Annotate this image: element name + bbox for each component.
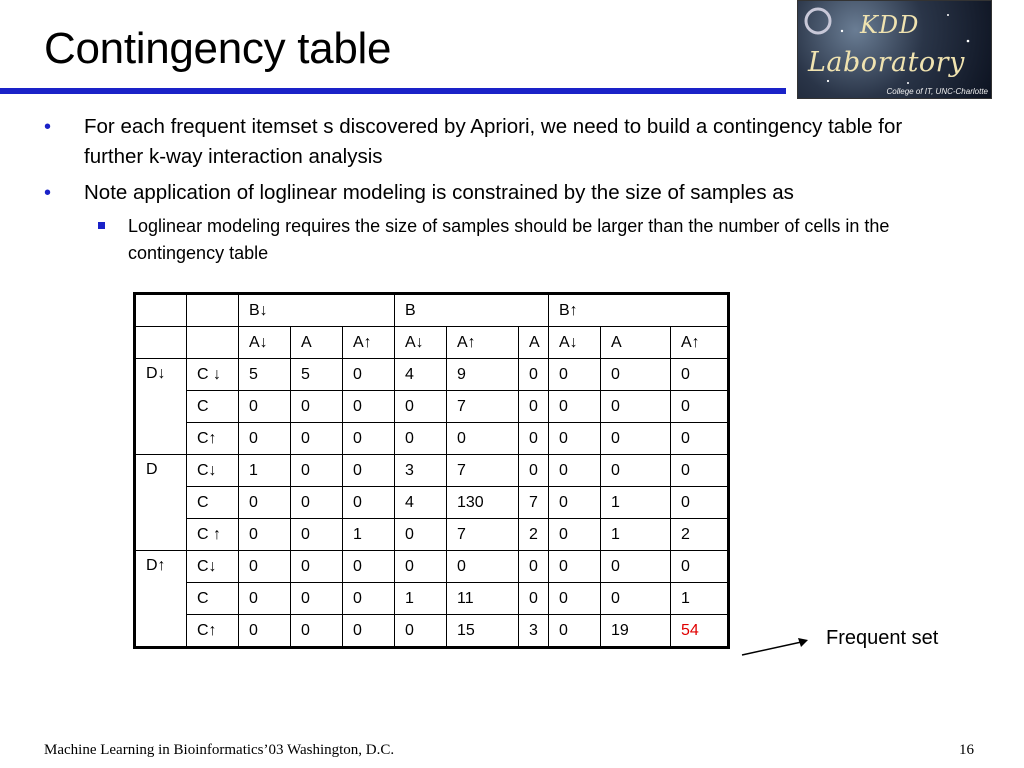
table-cell: 0 xyxy=(601,583,671,615)
table-header-row xyxy=(135,294,729,327)
table-cell: 1 xyxy=(601,519,671,551)
row-c-label: C xyxy=(187,583,239,615)
table-cell: 7 xyxy=(447,455,519,487)
table-row xyxy=(135,359,729,391)
logo-text-laboratory: Laboratory xyxy=(808,47,965,78)
sub-bullet-text: Loglinear modeling requires the size of samples should be larger than the number of cells in the contingency table xyxy=(128,216,890,263)
table-cell: 0 xyxy=(291,455,343,487)
header-a-cell: A↑ xyxy=(671,327,729,359)
table-cell: 1 xyxy=(601,487,671,519)
row-c-label: C ↑ xyxy=(187,519,239,551)
table-cell: 0 xyxy=(291,487,343,519)
table-cell: 0 xyxy=(239,551,291,583)
table-cell: 0 xyxy=(671,487,729,519)
table-cell: 5 xyxy=(291,359,343,391)
table-row xyxy=(135,391,729,423)
table-cell: 0 xyxy=(343,551,395,583)
arrow-icon xyxy=(740,630,820,660)
table-cell: 0 xyxy=(601,391,671,423)
logo-emblem-icon xyxy=(806,9,830,33)
table-cell: 0 xyxy=(549,551,601,583)
row-c-label: C↓ xyxy=(187,551,239,583)
table-cell: 4 xyxy=(395,487,447,519)
table-cell: 0 xyxy=(601,359,671,391)
bullet-item xyxy=(44,178,944,208)
table-cell: 0 xyxy=(549,487,601,519)
table-cell: 0 xyxy=(395,519,447,551)
table-cell: 0 xyxy=(239,487,291,519)
kdd-laboratory-logo xyxy=(797,0,992,99)
table-cell: 1 xyxy=(343,519,395,551)
table-cell: 0 xyxy=(291,615,343,648)
page-number: 16 xyxy=(959,742,974,758)
logo-subtitle: College of IT, UNC-Charlotte xyxy=(886,87,988,96)
square-bullet-icon xyxy=(98,222,105,229)
table-cell: 0 xyxy=(343,359,395,391)
table-cell: 0 xyxy=(239,391,291,423)
contingency-table xyxy=(133,292,730,649)
table-cell: 7 xyxy=(447,391,519,423)
table-cell: 1 xyxy=(395,583,447,615)
table-cell: 0 xyxy=(343,423,395,455)
header-a-cell: A xyxy=(519,327,549,359)
table-cell: 0 xyxy=(601,551,671,583)
header-a-cell: A xyxy=(601,327,671,359)
row-c-label: C ↓ xyxy=(187,359,239,391)
table-cell: 54 xyxy=(671,615,729,648)
bullet-text: Note application of loglinear modeling is constrained by the size of samples as xyxy=(84,181,794,204)
table-cell: 0 xyxy=(519,455,549,487)
table-cell: 0 xyxy=(601,455,671,487)
table-cell: 0 xyxy=(549,423,601,455)
table-cell: 15 xyxy=(447,615,519,648)
header-a-cell: A↑ xyxy=(447,327,519,359)
table-cell: 0 xyxy=(239,423,291,455)
table-cell: 0 xyxy=(519,391,549,423)
header-b-high: B↑ xyxy=(549,294,729,327)
row-c-label: C↑ xyxy=(187,615,239,648)
table-cell: 7 xyxy=(519,487,549,519)
table-row xyxy=(135,519,729,551)
row-group-label: D↓ xyxy=(135,359,187,455)
table-row xyxy=(135,455,729,487)
row-group-label: D xyxy=(135,455,187,551)
table-cell: 0 xyxy=(395,551,447,583)
table-cell: 3 xyxy=(395,455,447,487)
table-row xyxy=(135,615,729,648)
table-cell: 0 xyxy=(343,455,395,487)
table-corner-cell xyxy=(135,294,187,327)
table-cell: 0 xyxy=(343,615,395,648)
table-cell: 19 xyxy=(601,615,671,648)
table-cell: 0 xyxy=(239,583,291,615)
title-underline xyxy=(0,88,786,94)
table-cell: 0 xyxy=(395,423,447,455)
table-subheader-row xyxy=(135,327,729,359)
header-a-cell: A↓ xyxy=(395,327,447,359)
table-cell: 0 xyxy=(291,391,343,423)
table-cell: 0 xyxy=(395,391,447,423)
table-cell: 0 xyxy=(239,519,291,551)
table-cell: 0 xyxy=(291,423,343,455)
table-cell: 0 xyxy=(395,615,447,648)
table-cell: 0 xyxy=(549,519,601,551)
row-c-label: C↑ xyxy=(187,423,239,455)
table-cell: 0 xyxy=(239,615,291,648)
slide-title: Contingency table xyxy=(44,24,392,73)
table-cell: 0 xyxy=(343,583,395,615)
table-cell: 1 xyxy=(671,583,729,615)
table-cell: 4 xyxy=(395,359,447,391)
table-cell: 0 xyxy=(601,423,671,455)
header-b-low: B↓ xyxy=(239,294,395,327)
table-cell: 0 xyxy=(291,551,343,583)
table-cell: 0 xyxy=(671,359,729,391)
table-row xyxy=(135,583,729,615)
table-cell: 9 xyxy=(447,359,519,391)
header-a-cell: A↓ xyxy=(549,327,601,359)
table-cell: 0 xyxy=(519,551,549,583)
footer-text: Machine Learning in Bioinformatics’03 Washington, D.C. xyxy=(44,742,395,758)
logo-text-kdd: KDD xyxy=(860,11,920,39)
table-row xyxy=(135,551,729,583)
header-b: B xyxy=(395,294,549,327)
table-cell: 0 xyxy=(291,583,343,615)
header-a-cell: A xyxy=(291,327,343,359)
row-c-label: C↓ xyxy=(187,455,239,487)
table-cell: 0 xyxy=(671,455,729,487)
row-c-label: C xyxy=(187,487,239,519)
table-cell: 0 xyxy=(671,391,729,423)
table-cell: 0 xyxy=(519,583,549,615)
table-cell: 7 xyxy=(447,519,519,551)
table-cell: 0 xyxy=(671,423,729,455)
table-cell: 0 xyxy=(447,423,519,455)
frequent-set-label: Frequent set xyxy=(826,627,939,649)
table-cell: 0 xyxy=(519,423,549,455)
bullet-item xyxy=(44,112,944,172)
row-c-label: C xyxy=(187,391,239,423)
table-cell: 0 xyxy=(519,359,549,391)
table-cell: 2 xyxy=(671,519,729,551)
table-cell: 0 xyxy=(549,615,601,648)
table-cell: 0 xyxy=(343,391,395,423)
table-cell: 11 xyxy=(447,583,519,615)
bullet-text: For each frequent itemset s discovered by Apriori, we need to build a contingency table for further k-way interaction analysis xyxy=(84,115,903,168)
table-cell: 1 xyxy=(239,455,291,487)
row-group-label: D↑ xyxy=(135,551,187,648)
table-cell: 0 xyxy=(549,583,601,615)
table-cell: 0 xyxy=(549,455,601,487)
table-cell: 3 xyxy=(519,615,549,648)
header-a-cell: A↑ xyxy=(343,327,395,359)
table-row xyxy=(135,423,729,455)
bullet-dot-icon: • xyxy=(44,116,52,138)
table-cell: 130 xyxy=(447,487,519,519)
table-cell: 0 xyxy=(549,391,601,423)
table-cell: 0 xyxy=(343,487,395,519)
sub-bullet-item xyxy=(128,213,968,267)
header-a-cell: A↓ xyxy=(239,327,291,359)
table-corner-cell xyxy=(187,294,239,327)
table-cell: 5 xyxy=(239,359,291,391)
table-cell: 2 xyxy=(519,519,549,551)
bullet-dot-icon: • xyxy=(44,182,52,204)
table-cell: 0 xyxy=(447,551,519,583)
table-cell: 0 xyxy=(549,359,601,391)
table-row xyxy=(135,487,729,519)
table-cell: 0 xyxy=(291,519,343,551)
table-cell: 0 xyxy=(671,551,729,583)
